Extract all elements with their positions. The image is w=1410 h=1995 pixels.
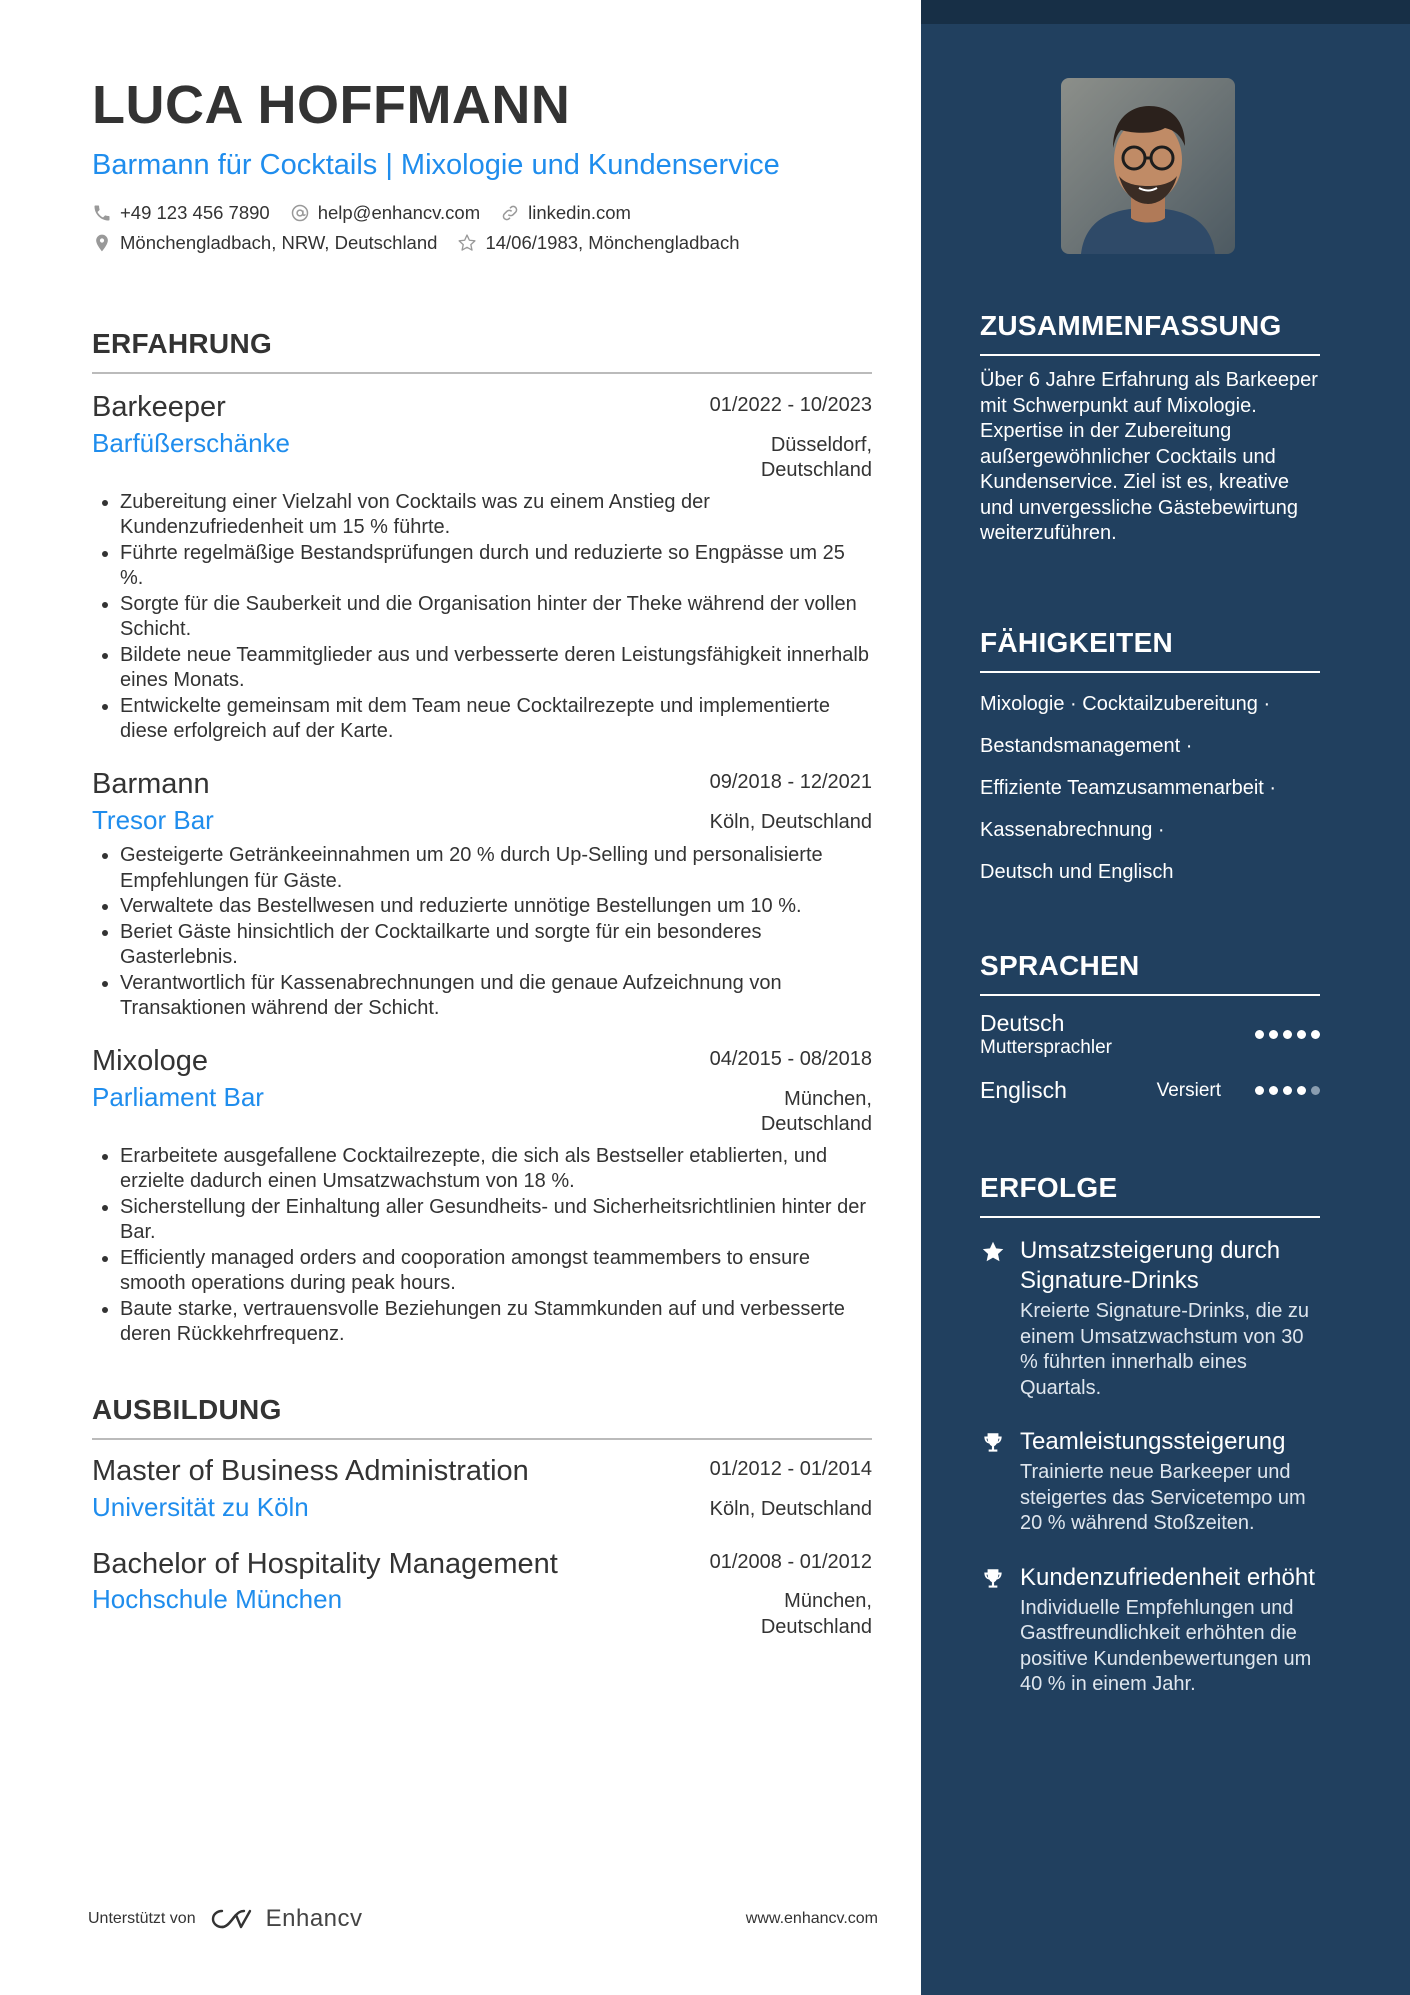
- list-item: • Gesteigerte Getränkeeinnahmen um 20 % durch Up-Selling und personalisierte Empfehlungen für Gäste.: [120, 843, 872, 894]
- candidate-title: Barmann für Cocktails | Mixologie und Kundenservice: [92, 149, 780, 181]
- education-heading: AUSBILDUNG: [92, 1394, 872, 1440]
- languages-section: [980, 950, 1320, 1104]
- job-bullets: [92, 843, 872, 1022]
- school-location: Köln, Deutschland: [709, 1497, 872, 1520]
- job-entry: [92, 767, 872, 1022]
- list-item: • Bildete neue Teammitglieder aus und verbesserte deren Leistungsfähigkeit innerhalb eines Monats.: [120, 643, 872, 694]
- enhancv-logo-icon: [208, 1906, 256, 1932]
- summary-section: [980, 310, 1320, 547]
- list-item: • Efficiently managed orders and cooporation amongst teammembers to ensure smooth operations during peak hours.: [120, 1246, 872, 1297]
- rating-dot: [1283, 1086, 1292, 1095]
- languages-heading: SPRACHEN: [980, 950, 1320, 996]
- star-icon: [980, 1239, 1006, 1265]
- job-title: Barmann: [92, 767, 210, 800]
- rating-dot: [1297, 1086, 1306, 1095]
- skill-item: Deutsch und Englisch: [980, 861, 1174, 883]
- list-item: • Sorgte für die Sauberkeit und die Organisation hinter der Theke während der vollen Schicht.: [120, 592, 872, 643]
- list-item: • Verantwortlich für Kassenabrechnungen und die genaue Aufzeichnung von Transaktionen während der Schicht.: [120, 971, 872, 1022]
- list-item: • Sicherstellung der Einhaltung aller Gesundheits- und Sicherheitsrichtlinien hinter der Bar.: [120, 1195, 872, 1246]
- footer-url[interactable]: www.enhancv.com: [745, 1910, 878, 1927]
- job-company: Parliament Bar: [92, 1081, 264, 1112]
- contact-info: [92, 198, 872, 258]
- job-entry: [92, 390, 872, 745]
- skill-item: Bestandsmanagement: [980, 735, 1181, 757]
- school-location: München, Deutschland: [760, 1590, 872, 1638]
- rating-dot: [1311, 1030, 1320, 1039]
- achievement-item: [980, 1427, 1320, 1537]
- achievement-item: [980, 1236, 1320, 1401]
- main-column: [92, 75, 872, 1641]
- education-dates: 01/2012 - 01/2014: [709, 1457, 872, 1480]
- skill-item: Mixologie: [980, 693, 1065, 715]
- degree-title: Bachelor of Hospitality Management: [92, 1547, 558, 1580]
- degree-title: Master of Business Administration: [92, 1454, 529, 1487]
- linkedin-link[interactable]: linkedin.com: [528, 201, 631, 223]
- language-level: Versiert: [1156, 1079, 1221, 1101]
- location-pin-icon: [92, 233, 112, 253]
- education-section: [92, 1394, 872, 1641]
- achievement-desc: Kreierte Signature-Drinks, die zu einem Umsatzwachstum von 30 % führten innerhalb eines Quartals.: [1020, 1300, 1310, 1399]
- job-dates: 09/2018 - 12/2021: [709, 770, 872, 793]
- skill-item: Cocktailzubereitung: [1082, 693, 1258, 715]
- phone-item: [92, 202, 270, 224]
- candidate-name: LUCA HOFFMANN: [92, 75, 571, 135]
- email-link[interactable]: help@enhancv.com: [317, 201, 481, 223]
- list-item: • Führte regelmäßige Bestandsprüfungen durch und reduzierte so Engpässe um 25 %.: [120, 541, 872, 592]
- school-name: Universität zu Köln: [92, 1491, 309, 1522]
- job-bullets: [92, 490, 872, 745]
- education-entry: [92, 1547, 872, 1641]
- link-icon: [500, 203, 520, 223]
- list-item: • Beriet Gäste hinsichtlich der Cocktailkarte und sorgte für ein besonderes Gasterlebnis.: [120, 920, 872, 971]
- rating-dot: [1283, 1030, 1292, 1039]
- job-location: München, Deutschland: [760, 1087, 872, 1136]
- achievement-title: Teamleistungssteigerung: [1020, 1428, 1286, 1455]
- school-name: Hochschule München: [92, 1584, 343, 1615]
- job-company: Barfüßerschänke: [92, 427, 290, 458]
- trophy-icon: [980, 1566, 1006, 1592]
- job-location: Düsseldorf, Deutschland: [760, 433, 872, 482]
- rating-dot: [1311, 1086, 1320, 1095]
- list-item: • Erarbeitete ausgefallene Cocktailrezepte, die sich als Bestseller etablierten, und erzielte dadurch einen Umsatzwachstum von 18 %.: [120, 1144, 872, 1195]
- rating-dot: [1255, 1030, 1264, 1039]
- footer: [88, 1905, 878, 1933]
- rating-dot: [1269, 1086, 1278, 1095]
- language-item: [980, 1010, 1320, 1059]
- achievement-title: Umsatzsteigerung durch Signature-Drinks: [1020, 1237, 1281, 1294]
- achievement-desc: Trainierte neue Barkeeper und steigertes das Servicetempo um 20 % während Stoßzeiten.: [1020, 1461, 1306, 1534]
- list-item: • Entwickelte gemeinsam mit dem Team neue Cocktailrezepte und implementierte diese erfolgreich auf der Karte.: [120, 694, 872, 745]
- trophy-icon: [980, 1430, 1006, 1456]
- experience-section: [92, 328, 872, 1348]
- experience-heading: ERFAHRUNG: [92, 328, 872, 374]
- summary-heading: ZUSAMMENFASSUNG: [980, 310, 1320, 356]
- sidebar: [921, 0, 1410, 1995]
- avatar-illustration: [1061, 78, 1235, 254]
- phone-icon: [92, 203, 112, 223]
- job-bullets: [92, 1144, 872, 1348]
- rating-dot: [1255, 1086, 1264, 1095]
- job-company: Tresor Bar: [92, 804, 214, 835]
- profile-photo: [1061, 78, 1235, 254]
- birth-text: 14/06/1983, Mönchengladbach: [485, 231, 740, 253]
- achievement-item: [980, 1563, 1320, 1698]
- achievement-desc: Individuelle Empfehlungen und Gastfreundlichkeit erhöhten die positive Kundenbewertungen um 40 % in einem Jahr.: [1020, 1596, 1312, 1695]
- location-text: Mönchengladbach, NRW, Deutschland: [120, 231, 438, 253]
- sidebar-top-band: [921, 0, 1410, 24]
- summary-text: Über 6 Jahre Erfahrung als Barkeeper mit Schwerpunkt auf Mixologie. Expertise in der Zubereitung außergewöhnlicher Cocktails und Kundenservice. Ziel ist es, kreative und unvergessliche Gästebewirtung weiterzuführen.: [980, 369, 1318, 544]
- skill-item: Effiziente Teamzusammenarbeit: [980, 777, 1264, 799]
- brand-name: Enhancv: [265, 1905, 363, 1932]
- skills-list: Mixologie · Cocktailzubereitung · Bestandsmanagement · Effiziente Teamzusammenarbeit · Kassenabrechnung · Deutsch und Englisch: [980, 693, 1277, 883]
- birth-item: [457, 232, 739, 254]
- language-name: Englisch: [980, 1077, 1067, 1103]
- job-title: Barkeeper: [92, 390, 226, 423]
- rating-dot: [1269, 1030, 1278, 1039]
- language-level: Muttersprachler: [980, 1037, 1112, 1058]
- email-item[interactable]: [290, 202, 480, 224]
- rating-dot: [1297, 1030, 1306, 1039]
- education-entry: [92, 1454, 872, 1525]
- at-icon: [290, 203, 310, 223]
- job-location: Köln, Deutschland: [709, 810, 872, 833]
- skills-heading: FÄHIGKEITEN: [980, 627, 1320, 673]
- achievements-section: [980, 1172, 1320, 1698]
- job-dates: 04/2015 - 08/2018: [709, 1047, 872, 1070]
- list-item: • Verwaltete das Bestellwesen und reduzierte unnötige Bestellungen um 10 %.: [120, 894, 872, 920]
- skills-section: [980, 627, 1320, 893]
- achievement-title: Kundenzufriedenheit erhöht: [1020, 1563, 1315, 1591]
- linkedin-item[interactable]: [500, 202, 631, 224]
- job-title: Mixologe: [92, 1044, 209, 1077]
- language-rating: [1255, 1086, 1320, 1095]
- language-rating: [1255, 1030, 1320, 1039]
- list-item: • Baute starke, vertrauensvolle Beziehungen zu Stammkunden auf und verbesserte deren Rückkehrfrequenz.: [120, 1297, 872, 1348]
- skill-item: Kassenabrechnung: [980, 819, 1153, 841]
- job-dates: 01/2022 - 10/2023: [709, 393, 872, 416]
- achievements-heading: ERFOLGE: [980, 1172, 1320, 1218]
- language-item: [980, 1077, 1320, 1104]
- phone-text: +49 123 456 7890: [120, 201, 270, 223]
- list-item: • Zubereitung einer Vielzahl von Cocktails was zu einem Anstieg der Kundenzufriedenheit um 15 % führte.: [120, 490, 872, 541]
- job-entry: [92, 1044, 872, 1348]
- powered-by-label: Unterstützt von: [88, 1910, 196, 1927]
- education-dates: 01/2008 - 01/2012: [709, 1550, 872, 1573]
- language-name: Deutsch: [980, 1010, 1065, 1036]
- location-item: [92, 232, 437, 254]
- star-outline-icon: [457, 233, 477, 253]
